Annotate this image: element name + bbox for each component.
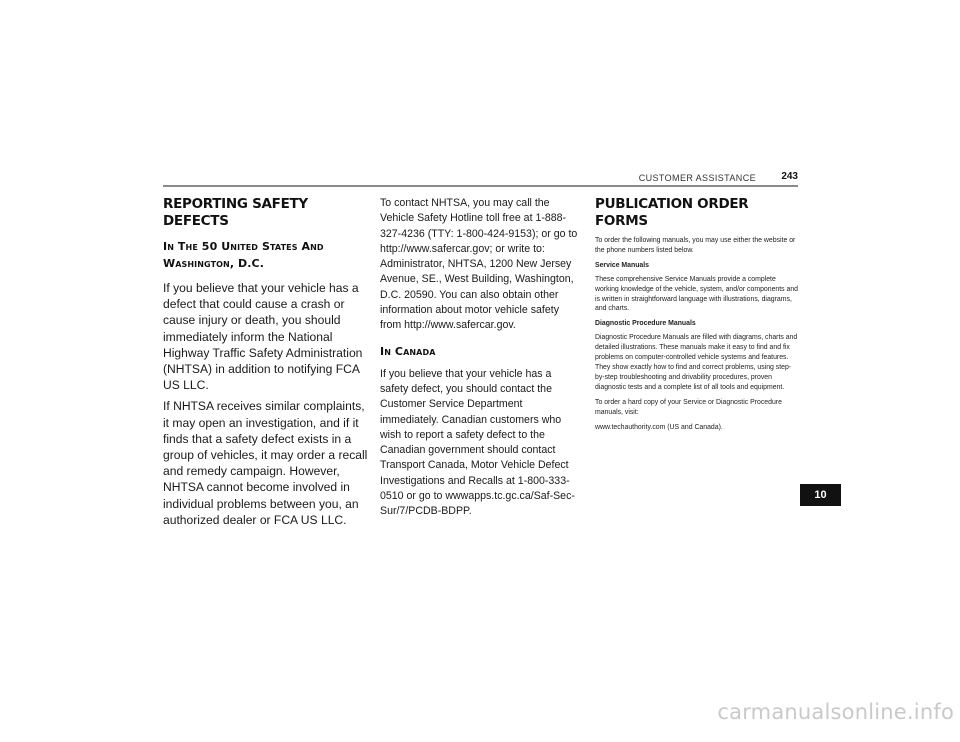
column-left (163, 196, 368, 533)
paragraph-diagnostic-manuals: Diagnostic Procedure Manuals are filled with diagrams, charts and detailed illustrations. These manuals make it easy to find and fix problems on computer-controlled vehicle systems and features. They show exactly how to find and correct problems, using step-by-step troubleshooting and drivability procedures, proven diagnostic tests and a complete list of all tools and equipment. (595, 334, 798, 391)
header-divider (163, 185, 798, 187)
paragraph-contact-nhtsa: To contact NHTSA, you may call the Vehicle Safety Hotline toll free at 1-888-327-4236 (TTY: 1-800-424-9153); or go to http://www.safercar.gov; or write to: Administrator, NHTSA, 1200 New Jersey Avenue, SE., West Building, Washington, D.C. 20590. You can also obtain other information about motor vehicle safety from http://www.safercar.gov. (380, 197, 578, 332)
column-right (595, 196, 800, 437)
paragraph-nhtsa-complaints: If NHTSA receives similar complaints, it may open an investigation, and if it finds that a safety defect exists in a group of vehicles, it may order a recall and remedy campaign. However, NHTSA cannot become involved in individual problems between you, an authorized dealer or FCA US LLC. (163, 399, 368, 527)
subheading-service-manuals: Service Manuals (595, 261, 650, 269)
paragraph-canada-defect: If you believe that your vehicle has a safety defect, you should contact the Customer Service Department immediately. Canadian customers who wish to report a safety defect to the Canadian government should contact Transport Canada, Motor Vehicle Defect Investigations and Recalls at 1-800-333-0510 or go to wwwapps.tc.gc.ca/Saf-Sec-Sur/7/PCDB-BDPP. (380, 367, 575, 518)
subheading-diagnostic-manuals: Diagnostic Procedure Manuals (595, 320, 696, 328)
chapter-tab: 10 (800, 484, 841, 506)
page-header (163, 172, 798, 186)
paragraph-order-hard-copy: To order a hard copy of your Service or Diagnostic Procedure manuals, visit: (595, 398, 782, 416)
heading-publication-order-forms: PUBLICATION ORDER FORMS (595, 196, 749, 229)
paragraph-order-intro: To order the following manuals, you may use either the website or the phone numbers listed below. (595, 237, 796, 254)
paragraph-believe-defect: If you believe that your vehicle has a defect that could cause a crash or cause injury or death, you should immediately inform the National Highway Traffic Safety Administration (NHTSA) in addition to notifying FCA US LLC. (163, 281, 363, 393)
page-number: 243 (781, 171, 798, 182)
heading-reporting-safety-defects: REPORTING SAFETY DEFECTS (163, 196, 308, 229)
watermark: carmanualsonline.info (717, 700, 954, 724)
column-middle (380, 196, 580, 526)
subheading-canada: In Canada (380, 344, 436, 358)
section-title: CUSTOMER ASSISTANCE (638, 173, 756, 183)
techauthority-url: www.techauthority.com (US and Canada). (595, 423, 723, 431)
subheading-us-dc: In The 50 United States And Washington, D.C. (163, 240, 324, 270)
paragraph-service-manuals: These comprehensive Service Manuals provide a complete working knowledge of the vehicle, system, and/or components and is written in straightforward language with illustrations, diagrams, and charts. (595, 275, 799, 313)
